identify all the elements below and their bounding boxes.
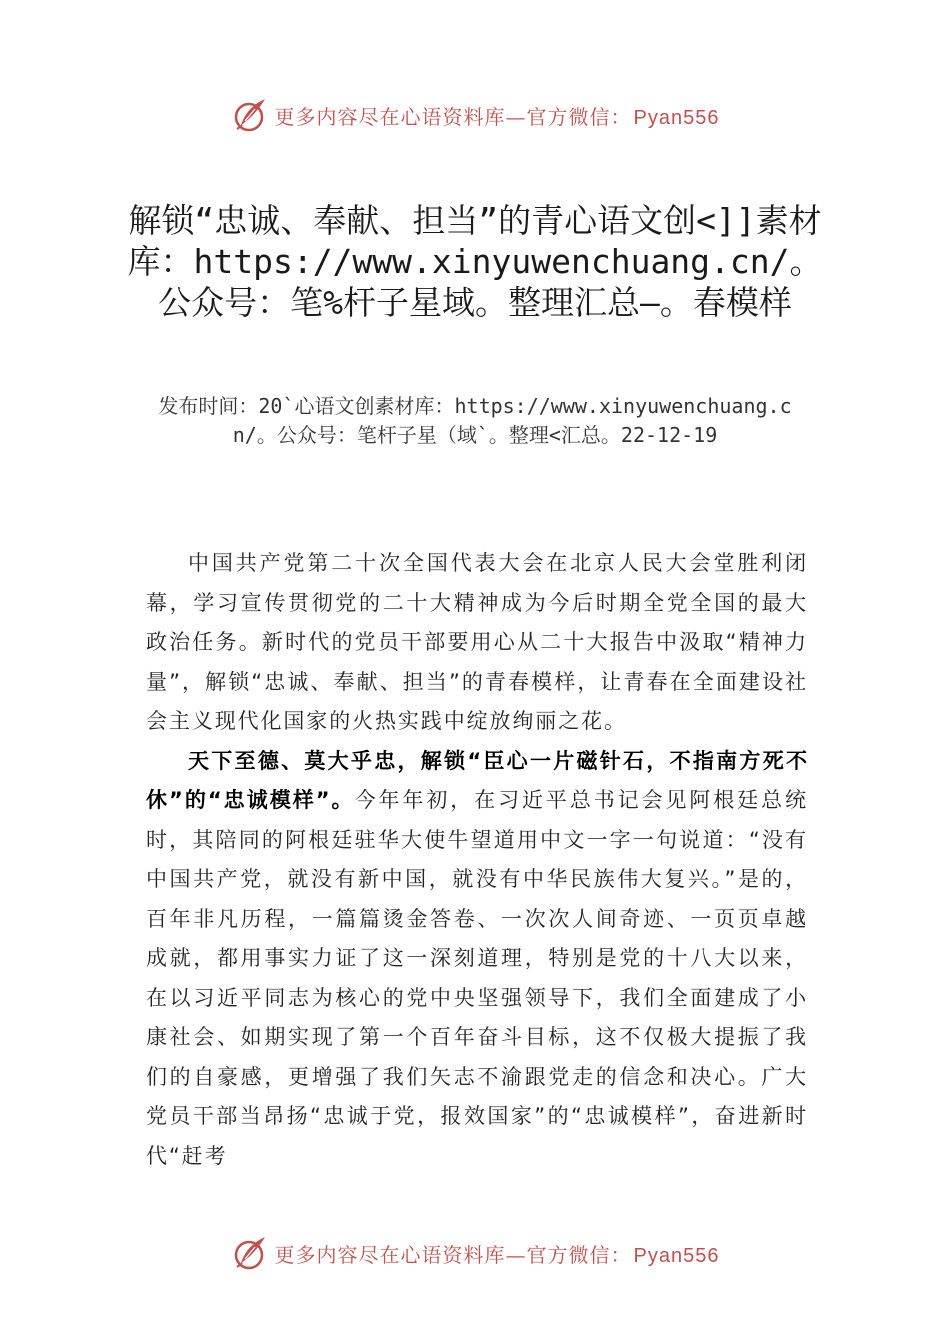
footer-watermark-banner	[0, 1228, 950, 1278]
wechat-id: Pyan556	[633, 1244, 720, 1267]
publish-meta: 发布时间：20`心语文创素材库：https://www.xinyuwenchuang.cn/。公众号：笔杆子星（域`。整理<汇总。22-12-19	[158, 394, 792, 447]
banner-text: 更多内容尽在心语资料库—官方微信： Pyan556	[274, 104, 720, 129]
quill-pen-logo-icon	[231, 1233, 271, 1273]
quill-pen-logo-icon	[231, 95, 271, 135]
article-body	[146, 544, 808, 1176]
paragraph-text: 今年年初，在习近平总书记会见阿根廷总统时，其陪同的阿根廷驻华大使牛望道用中文一字一句说道：“没有中国共产党，就没有新中国，就没有中华民族伟大复兴。”是的，百年非凡历程，一篇篇烫金答卷、一次次人间奇迹、一页页卓越成就，都用事实力证了这一深刻道理，特别是党的十八大以来，在以习近平同志为核心的党中央坚强领导下，我们全面建成了小康社会、如期实现了第一个百年奋斗目标，这不仅极大提振了我们的自豪感，更增强了我们矢志不渝跟党走的信念和决心。广大党员干部当昂扬“忠诚于党，报效国家”的“忠诚模样”，奋进新时代“赶考	[146, 788, 808, 1168]
paragraph-lead-bold: 天下至德、莫大乎忠，解锁“臣心一片磁针石，不指南方死不休”的“忠诚模样”。	[146, 748, 808, 812]
paragraph-intro: 中国共产党第二十次全国代表大会在北京人民大会堂胜利闭幕，学习宣传贯彻党的二十大精神成为今后时期全党全国的最大政治任务。新时代的党员干部要用心从二十大报告中汲取“精神力量”，解锁“忠诚、奉献、担当”的青春模样，让青春在全面建设社会主义现代化国家的火热实践中绽放绚丽之花。	[146, 551, 808, 733]
wechat-id: Pyan556	[633, 106, 720, 129]
document-title: 解锁“忠诚、奉献、担当”的青心语文创<]]素材库：https://www.xinyuwenchuang.cn/。公众号：笔%杆子星域。整理汇总—。春模样	[127, 201, 823, 322]
banner-text: 更多内容尽在心语资料库—官方微信： Pyan556	[274, 1242, 720, 1267]
header-watermark-banner	[0, 90, 950, 140]
paragraph-loyalty	[146, 742, 808, 1177]
